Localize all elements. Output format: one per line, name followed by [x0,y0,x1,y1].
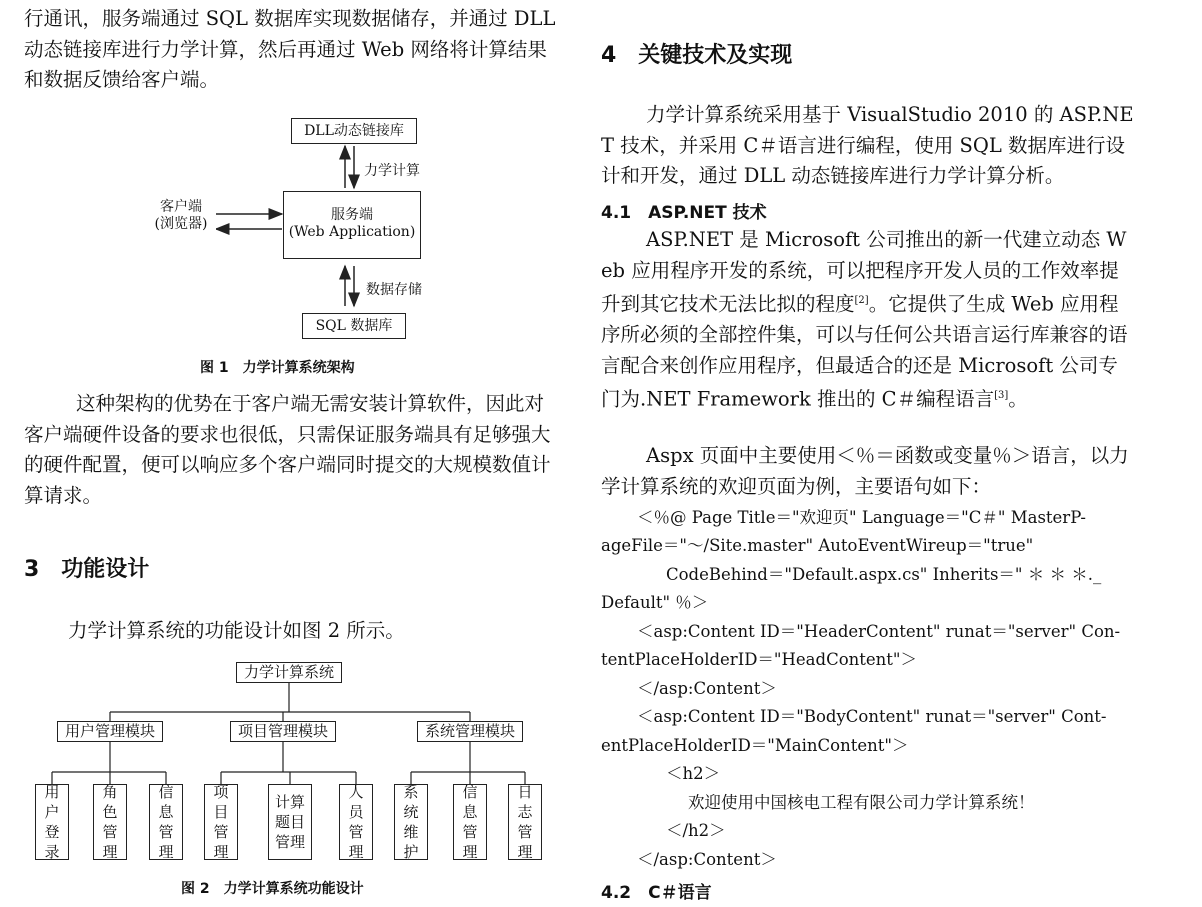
paragraph-aspx: Aspx 页面中主要使用＜％＝函数或变量％＞语言，以力学计算系统的欢迎页面为例，主要语句如下： [601,444,1129,498]
sql-box [302,313,406,339]
paragraph-advantage: 这种架构的优势在于客户端无需安装计算软件，因此对客户端硬件设备的要求也很低，只需保证服务端具有足够强大的硬件配置，便可以响应多个客户端同时提交的大规模数值计算请求。 [24,392,551,507]
client-label: 客户端 [160,199,202,215]
module-user-label: 用户管理模块 [64,722,155,740]
code-line: Default" ％＞ [601,593,709,612]
code-line: ＜asp:Content ID＝"HeaderContent" runat＝"server" Con- [637,622,1121,641]
storage-label: 数据存储 [366,282,422,298]
figure-2-caption: 图 2 力学计算系统功能设计 [181,881,364,897]
code-line: ＜/asp:Content＞ [637,850,777,869]
code-line: ＜/asp:Content＞ [637,679,777,698]
calc-label: 力学计算 [364,163,420,179]
leaf-project-manage [204,784,238,860]
leaf-system-maintenance-label: 系统维护 [403,783,419,861]
code-line: ＜％@ Page Title＝"欢迎页" Language＝"C＃" MasterP- [637,508,1086,527]
module-project [230,721,336,742]
server-sublabel: (Web Application) [288,224,416,240]
leaf-calc-problem-manage [268,784,312,860]
leaf-system-maintenance [394,784,428,860]
client-sublabel: (浏览器) [154,216,208,232]
leaf-project-manage-label: 项目管理 [213,783,229,861]
leaf-calc-problem-manage-label: 计算题目管理 [274,793,305,851]
code-line: ＜/h2＞ [666,821,726,840]
client-box [146,199,216,239]
section-4-heading: 4 关键技术及实现 [601,43,793,68]
leaf-user-login-label: 用户登录 [44,783,60,861]
leaf-staff-manage-label: 人员管理 [348,783,364,861]
code-line: CodeBehind＝"Default.aspx.cs" Inherits＝" ＊ ＊ ＊._ [666,565,1102,584]
aspnet-text-2: 。它提供了生成 Web 应用程序所必须的全部控件集，可以与任何公共语言运行库兼容的语言配合来创作应用程序，但最适合的还是 Microsoft 公司专门为.NET Framework 推出的 C＃编程语言 [601,292,1128,411]
figure-1-caption: 图 1 力学计算系统架构 [200,360,355,376]
sql-label: SQL 数据库 [315,318,393,334]
module-system-label: 系统管理模块 [424,722,515,740]
leaf-log-manage [508,784,542,860]
dll-box [291,118,417,144]
leaf-staff-manage [339,784,373,860]
leaf-log-manage-label: 日志管理 [517,783,533,861]
module-project-label: 项目管理模块 [237,722,328,740]
leaf-info-manage [149,784,183,860]
dll-label: DLL动态链接库 [304,123,404,139]
root-box [236,662,342,683]
code-line: ＜asp:Content ID＝"BodyContent" runat＝"server" Cont- [637,707,1107,726]
section-3-heading: 3 功能设计 [24,557,150,582]
citation-3: [3] [994,390,1009,401]
leaf-info-manage-2 [453,784,487,860]
subsection-4-2-heading: 4.2 C＃语言 [601,883,712,903]
module-user [57,721,163,742]
leaf-role-manage-label: 角色管理 [102,783,118,861]
leaf-info-manage-2-label: 信息管理 [462,783,478,861]
citation-2: [2] [854,295,869,306]
root-label: 力学计算系统 [243,663,334,681]
code-line: 欢迎使用中国核电工程有限公司力学计算系统！ [688,793,1035,812]
leaf-info-manage-label: 信息管理 [158,783,174,861]
paragraph-architecture-end: 行通讯，服务端通过 SQL 数据库实现数据储存，并通过 DLL 动态链接库进行力学计算，然后再通过 Web 网络将计算结果和数据反馈给客户端。 [24,7,556,91]
server-label: 服务端 [331,207,373,223]
leaf-role-manage [93,784,127,860]
aspnet-text-1: ASP.NET 是 Microsoft 公司推出的新一代建立动态 Web 应用程序开发的系统，可以把程序开发人员的工作效率提升到其它技术无法比拟的程度 [601,228,1127,316]
subsection-4-1-heading: 4.1 ASP.NET 技术 [601,203,767,223]
aspnet-text-3: 。 [1008,387,1028,411]
module-system [417,721,523,742]
paragraph-aspnet [601,225,1134,415]
code-line: ageFile＝"～/Site.master" AutoEventWireup＝"true" [601,536,1034,555]
paragraph-tech-intro: 力学计算系统采用基于 VisualStudio 2010 的 ASP.NET 技术，并采用 C＃语言进行编程，使用 SQL 数据库进行设计和开发，通过 DLL 动态链接库进行力学计算分析。 [601,103,1134,187]
leaf-user-login [35,784,69,860]
paragraph-function-design: 力学计算系统的功能设计如图 2 所示。 [68,619,405,642]
code-line: tentPlaceHolderID＝"HeadContent"＞ [601,650,918,669]
server-box [283,191,421,259]
code-line: entPlaceHolderID＝"MainContent"＞ [601,736,909,755]
code-line: ＜h2＞ [666,764,721,783]
